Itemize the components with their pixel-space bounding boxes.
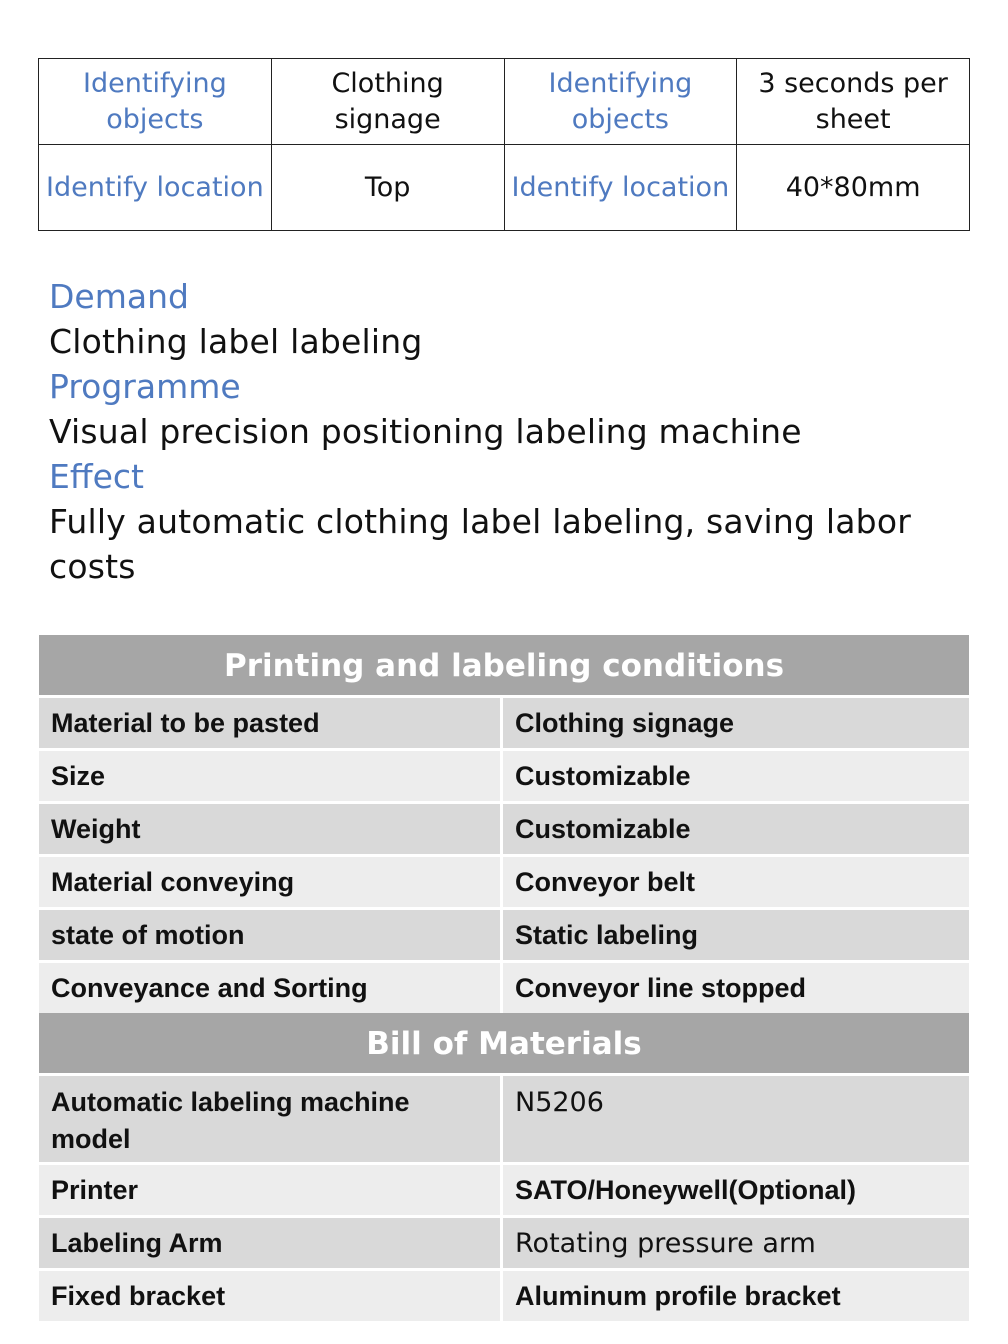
table-row xyxy=(39,1162,969,1215)
conditions-title: Printing and labeling conditions xyxy=(39,635,969,695)
id-value-cell: Top xyxy=(271,145,504,231)
condition-value: Clothing signage xyxy=(503,698,969,748)
table-row xyxy=(39,1073,969,1162)
bom-value: Rotating pressure arm xyxy=(503,1218,969,1268)
id-value-cell: 3 seconds per sheet xyxy=(737,59,970,145)
bom-label: Fixed bracket xyxy=(39,1271,503,1321)
condition-label: Weight xyxy=(39,804,503,854)
id-key-cell: Identify location xyxy=(39,145,272,231)
condition-label: state of motion xyxy=(39,910,503,960)
id-value-cell: Clothing signage xyxy=(271,59,504,145)
bom-label: Automatic labeling machine model xyxy=(39,1076,503,1162)
table-row xyxy=(39,695,969,748)
condition-label: Conveyance and Sorting xyxy=(39,963,503,1013)
id-key-cell: Identify location xyxy=(504,145,737,231)
bom-value: N5206 xyxy=(503,1076,969,1162)
table-row xyxy=(39,1268,969,1321)
programme-text: Visual precision positioning labeling machine xyxy=(49,412,802,451)
identification-table xyxy=(38,58,970,231)
id-key-cell: Identifying objects xyxy=(39,59,272,145)
bom-label: Labeling Arm xyxy=(39,1218,503,1268)
table-row xyxy=(39,907,969,960)
table-row xyxy=(39,801,969,854)
description-block xyxy=(49,274,949,589)
programme-heading: Programme xyxy=(49,367,241,406)
demand-heading: Demand xyxy=(49,277,189,316)
table-row xyxy=(39,960,969,1013)
condition-value: Customizable xyxy=(503,751,969,801)
table-row xyxy=(39,854,969,907)
id-key-cell: Identifying objects xyxy=(504,59,737,145)
effect-heading: Effect xyxy=(49,457,144,496)
condition-value: Conveyor belt xyxy=(503,857,969,907)
table-row xyxy=(39,748,969,801)
condition-value: Static labeling xyxy=(503,910,969,960)
condition-label: Material to be pasted xyxy=(39,698,503,748)
bom-value: Aluminum profile bracket xyxy=(503,1271,969,1321)
bom-value: SATO/Honeywell(Optional) xyxy=(503,1165,969,1215)
demand-text: Clothing label labeling xyxy=(49,322,423,361)
spec-table xyxy=(39,635,969,1321)
id-value-cell: 40*80mm xyxy=(737,145,970,231)
bom-label: Printer xyxy=(39,1165,503,1215)
condition-value: Conveyor line stopped xyxy=(503,963,969,1013)
condition-value: Customizable xyxy=(503,804,969,854)
table-row xyxy=(39,1215,969,1268)
condition-label: Material conveying xyxy=(39,857,503,907)
effect-text: Fully automatic clothing label labeling, saving labor costs xyxy=(49,502,911,586)
condition-label: Size xyxy=(39,751,503,801)
bom-title: Bill of Materials xyxy=(39,1013,969,1073)
